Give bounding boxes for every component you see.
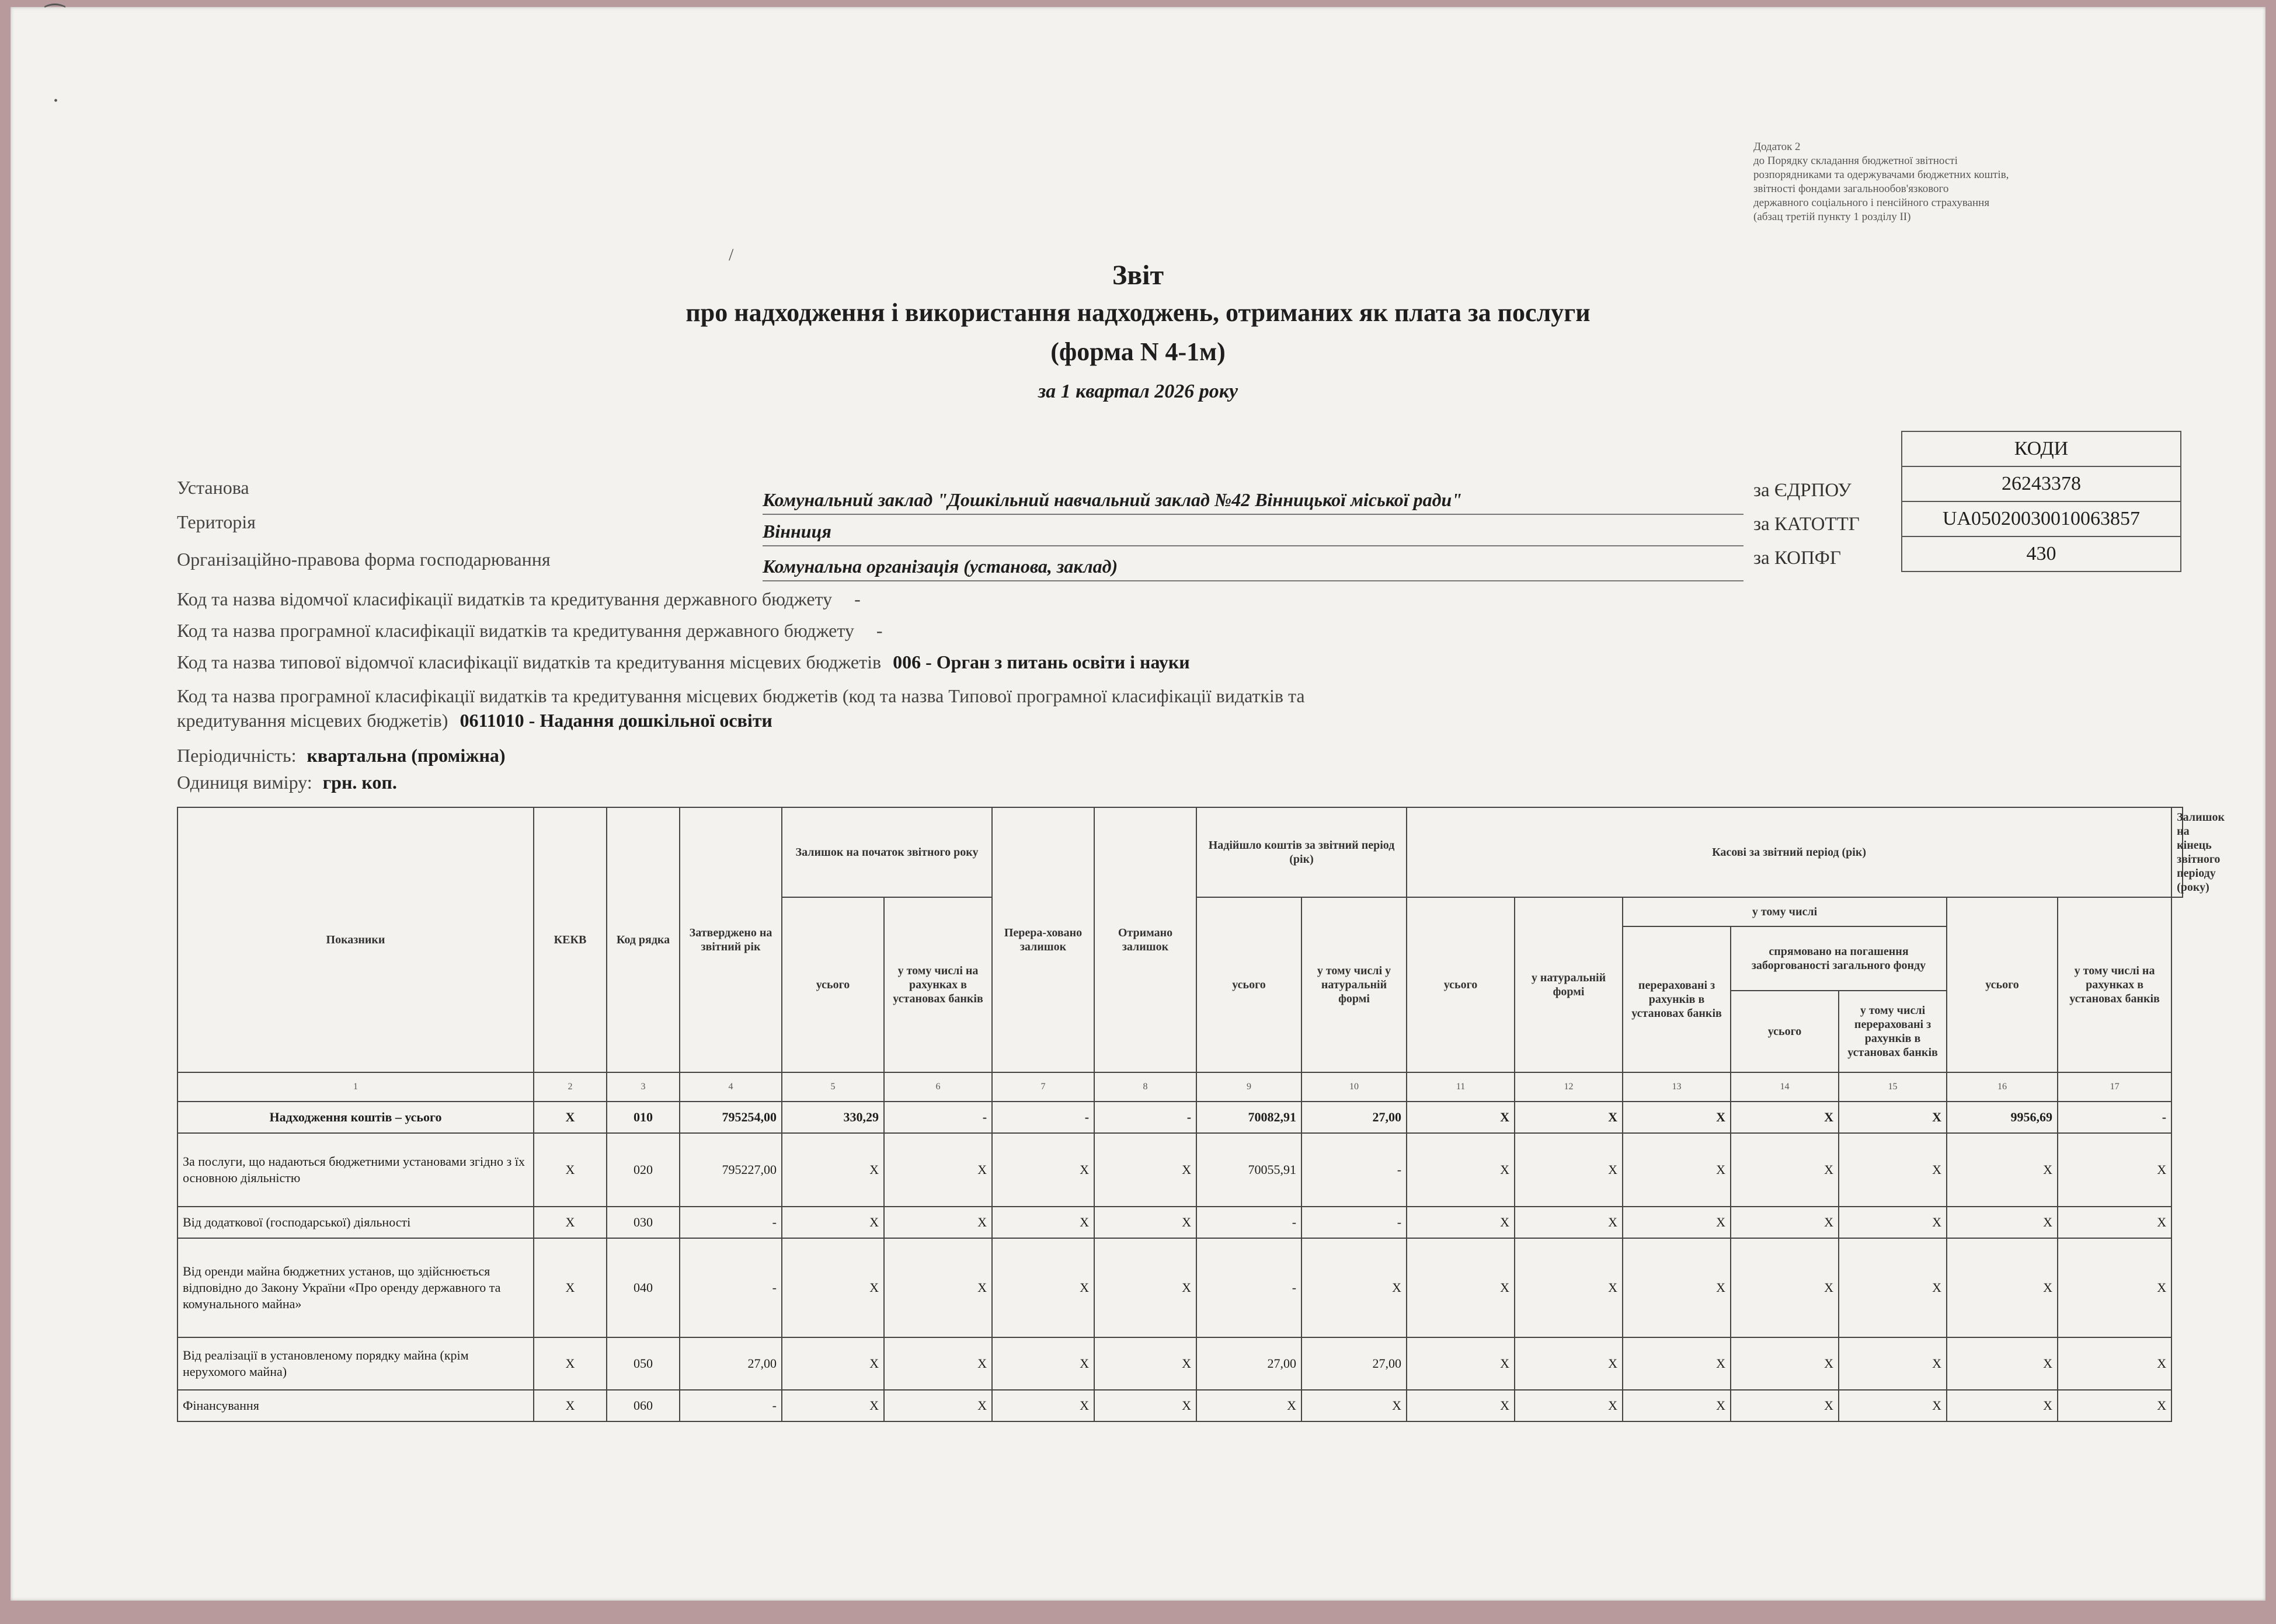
kopfg-code: 430 xyxy=(1902,536,2181,571)
unit-line xyxy=(177,772,397,793)
underline xyxy=(763,545,1743,546)
table-cell: X xyxy=(1301,1238,1407,1337)
katottg-code: UA05020030010063857 xyxy=(1902,501,2181,536)
col-cash-natural: у натуральній формі xyxy=(1515,897,1623,1072)
table-cell: X xyxy=(1731,1238,1839,1337)
table-row xyxy=(178,1133,2183,1207)
codes-title: КОДИ xyxy=(1902,431,2181,466)
table-cell: X xyxy=(1407,1238,1515,1337)
table-cell: X xyxy=(1623,1238,1731,1337)
table-cell: X xyxy=(1094,1207,1196,1238)
appendix-line: державного соціального і пенсійного страхування xyxy=(1753,197,1990,209)
table-row xyxy=(178,1390,2183,1421)
column-number: 10 xyxy=(1301,1072,1407,1102)
table-cell: X xyxy=(1947,1207,2058,1238)
table-cell: X xyxy=(1094,1238,1196,1337)
row-label: Від додаткової (господарської) діяльності xyxy=(178,1207,534,1238)
column-number: 3 xyxy=(607,1072,680,1102)
table-cell: X xyxy=(1731,1390,1839,1421)
col-received-total: усього xyxy=(1196,897,1301,1072)
document-sheet xyxy=(11,4,2265,1601)
appendix-line: розпорядниками та одержувачами бюджетних коштів, xyxy=(1753,169,2009,181)
table-cell: X xyxy=(1731,1133,1839,1207)
appendix-line: Додаток 2 xyxy=(1753,141,1801,153)
prog-local-line2 xyxy=(177,710,772,731)
column-number: 2 xyxy=(534,1072,607,1102)
table-cell: X xyxy=(2058,1133,2171,1207)
table-cell: X xyxy=(1407,1102,1515,1133)
table-cell: - xyxy=(1094,1102,1196,1133)
table-cell: - xyxy=(992,1102,1094,1133)
col-transferred-from-bank: перераховані з рахунків в установах банків xyxy=(1623,926,1731,1072)
report-subtitle: про надходження і використання надходжень, отриманих як плата за послуги xyxy=(685,298,1591,327)
column-number: 12 xyxy=(1515,1072,1623,1102)
col-balance-end: Залишок на кінець звітного періоду (року) xyxy=(2171,807,2183,897)
table-cell: - xyxy=(1196,1238,1301,1337)
org-form-value: Комунальна організація (установа, заклад) xyxy=(763,556,1118,577)
underline xyxy=(763,514,1743,515)
table-cell: X xyxy=(1731,1337,1839,1390)
col-received-balance: Отримано залишок xyxy=(1094,807,1196,1072)
prog-state-value: - xyxy=(876,620,883,641)
periodicity-line xyxy=(177,745,506,766)
table-cell: X xyxy=(534,1207,607,1238)
table-cell: 050 xyxy=(607,1337,680,1390)
table-cell: X xyxy=(1839,1102,1947,1133)
table-cell: X xyxy=(534,1133,607,1207)
table-cell: X xyxy=(884,1337,992,1390)
col-approved: Затверджено на звітний рік xyxy=(680,807,782,1072)
col-balance-start-bank: у тому числі на рахунках в установах банків xyxy=(884,897,992,1072)
col-cash-total: усього xyxy=(1407,897,1515,1072)
periodicity-value: квартальна (проміжна) xyxy=(307,745,506,766)
scan-tick: / xyxy=(729,245,734,264)
table-cell: - xyxy=(884,1102,992,1133)
table-cell: X xyxy=(884,1133,992,1207)
institution-value: Комунальний заклад "Дошкільний навчальний заклад №42 Вінницької міської ради" xyxy=(763,489,1463,510)
column-number-row xyxy=(178,1072,2183,1102)
column-number: 11 xyxy=(1407,1072,1515,1102)
typical-dept-value: 006 - Орган з питань освіти і науки xyxy=(893,651,1190,672)
column-number: 4 xyxy=(680,1072,782,1102)
table-cell: 010 xyxy=(607,1102,680,1133)
table-cell: X xyxy=(1839,1337,1947,1390)
column-number: 7 xyxy=(992,1072,1094,1102)
row-label: Від оренди майна бюджетних установ, що здійснюється відповідно до Закону України «Про оренду державного та комунального майна» xyxy=(178,1238,534,1337)
scan-mark: ⁀ xyxy=(46,4,65,30)
table-cell: X xyxy=(782,1207,884,1238)
table-cell: X xyxy=(2058,1390,2171,1421)
org-form-label: Організаційно-правова форма господарювання xyxy=(177,549,551,570)
table-cell: 030 xyxy=(607,1207,680,1238)
table-cell: X xyxy=(1407,1390,1515,1421)
table-cell: X xyxy=(1407,1133,1515,1207)
col-kekv: КЕКВ xyxy=(534,807,607,1072)
territory-value: Вінниця xyxy=(763,521,831,542)
col-cash-incl: у тому числі xyxy=(1623,897,1947,926)
institution-label: Установа xyxy=(177,477,249,498)
report-table xyxy=(177,807,2225,1422)
table-cell: X xyxy=(1407,1207,1515,1238)
table-cell: X xyxy=(884,1238,992,1337)
table-cell: X xyxy=(534,1390,607,1421)
table-row xyxy=(178,1337,2183,1390)
table-cell: X xyxy=(1839,1238,1947,1337)
table-cell: 020 xyxy=(607,1133,680,1207)
column-number: 15 xyxy=(1839,1072,1947,1102)
table-cell: X xyxy=(1839,1390,1947,1421)
col-indicators: Показники xyxy=(178,807,534,1072)
column-number: 13 xyxy=(1623,1072,1731,1102)
table-cell: 795227,00 xyxy=(680,1133,782,1207)
table-cell: X xyxy=(1731,1102,1839,1133)
table-cell: X xyxy=(1623,1390,1731,1421)
table-cell: 040 xyxy=(607,1238,680,1337)
table-cell: 70082,91 xyxy=(1196,1102,1301,1133)
column-number: 14 xyxy=(1731,1072,1839,1102)
table-cell: - xyxy=(680,1238,782,1337)
table-cell: X xyxy=(1515,1102,1623,1133)
table-cell: X xyxy=(782,1133,884,1207)
row-label: За послуги, що надаються бюджетними установами згідно з їх основною діяльністю xyxy=(178,1133,534,1207)
periodicity-label: Періодичність: xyxy=(177,745,297,766)
typical-dept-label: Код та назва типової відомчої класифікації видатків та кредитування місцевих бюджетів xyxy=(177,651,882,672)
table-cell: X xyxy=(1947,1133,2058,1207)
table-cell: X xyxy=(534,1238,607,1337)
table-cell: X xyxy=(1094,1133,1196,1207)
scan-speck: • xyxy=(54,95,58,107)
prog-state-label: Код та назва програмної класифікації видатків та кредитування державного бюджету xyxy=(177,620,854,641)
table-cell: X xyxy=(1947,1390,2058,1421)
appendix-line: звітності фондами загальнообов'язкового xyxy=(1753,183,1949,195)
report-title: Звіт xyxy=(1112,260,1164,291)
table-cell: X xyxy=(1515,1337,1623,1390)
col-received-natural: у тому числі у натуральній формі xyxy=(1301,897,1407,1072)
report-form: (форма N 4-1м) xyxy=(1050,337,1226,366)
table-row xyxy=(178,1102,2183,1133)
kopfg-label: за КОПФГ xyxy=(1753,548,1841,569)
col-debt-total: усього xyxy=(1731,991,1839,1072)
table-body xyxy=(178,1102,2183,1421)
col-balance-start: Залишок на початок звітного року xyxy=(782,807,992,897)
column-number: 1 xyxy=(178,1072,534,1102)
table-cell: X xyxy=(1731,1207,1839,1238)
table-cell: - xyxy=(1301,1207,1407,1238)
column-number: 16 xyxy=(1947,1072,2058,1102)
table-cell: X xyxy=(1515,1133,1623,1207)
table-cell: - xyxy=(1301,1133,1407,1207)
table-cell: X xyxy=(1947,1238,2058,1337)
table-cell: X xyxy=(1623,1337,1731,1390)
table-cell: 70055,91 xyxy=(1196,1133,1301,1207)
column-number: 8 xyxy=(1094,1072,1196,1102)
table-cell: 795254,00 xyxy=(680,1102,782,1133)
table-cell: X xyxy=(1196,1390,1301,1421)
col-cash-expenses: Касові за звітний період (рік) xyxy=(1407,807,2171,897)
katottg-label: за КАТОТТГ xyxy=(1753,514,1860,535)
table-cell: X xyxy=(2058,1207,2171,1238)
table-cell: X xyxy=(1839,1207,1947,1238)
row-label: Від реалізації в установленому порядку майна (крім нерухомого майна) xyxy=(178,1337,534,1390)
table-cell: X xyxy=(1515,1207,1623,1238)
table-row xyxy=(178,1207,2183,1238)
dept-state-label: Код та назва відомчої класифікації видатків та кредитування державного бюджету xyxy=(177,588,833,609)
table-cell: X xyxy=(884,1207,992,1238)
dept-state-value: - xyxy=(854,588,861,609)
table-row xyxy=(178,1238,2183,1337)
col-debt-transferred-bank: у тому числі перераховані з рахунків в установах банків xyxy=(1839,991,1947,1072)
row-label: Надходження коштів – усього xyxy=(178,1102,534,1133)
table-cell: X xyxy=(884,1390,992,1421)
col-balance-end-bank: у тому числі на рахунках в установах банків xyxy=(2058,897,2171,1072)
typical-dept-line xyxy=(177,651,1190,673)
table-cell: 27,00 xyxy=(1196,1337,1301,1390)
table-cell: 27,00 xyxy=(1301,1102,1407,1133)
table-cell: X xyxy=(1623,1207,1731,1238)
row-label: Фінансування xyxy=(178,1390,534,1421)
prog-local-label: кредитування місцевих бюджетів) xyxy=(177,710,448,731)
table-cell: X xyxy=(992,1238,1094,1337)
col-balance-start-total: усього xyxy=(782,897,884,1072)
dept-state-line xyxy=(177,588,861,610)
report-period: за 1 квартал 2026 року xyxy=(1038,381,1238,402)
table-cell: X xyxy=(992,1390,1094,1421)
table-cell: X xyxy=(1839,1133,1947,1207)
column-number: 17 xyxy=(2058,1072,2171,1102)
table-cell: X xyxy=(1515,1238,1623,1337)
prog-local-value: 0611010 - Надання дошкільної освіти xyxy=(460,710,772,731)
table-cell: X xyxy=(534,1102,607,1133)
table-cell: X xyxy=(992,1337,1094,1390)
table-cell: X xyxy=(534,1337,607,1390)
column-number: 5 xyxy=(782,1072,884,1102)
table-cell: 330,29 xyxy=(782,1102,884,1133)
appendix-note xyxy=(1753,140,2127,224)
edrpou-label: за ЄДРПОУ xyxy=(1753,480,1852,501)
table-cell: 27,00 xyxy=(1301,1337,1407,1390)
table-cell: X xyxy=(1094,1390,1196,1421)
col-row-code: Код рядка xyxy=(607,807,680,1072)
table-cell: X xyxy=(1094,1337,1196,1390)
col-balance-end-total: усього xyxy=(1947,897,2058,1072)
table-cell: X xyxy=(2058,1337,2171,1390)
table-cell: - xyxy=(2058,1102,2171,1133)
edrpou-code: 26243378 xyxy=(1902,466,2181,501)
table-cell: - xyxy=(1196,1207,1301,1238)
appendix-line: (абзац третій пункту 1 розділу II) xyxy=(1753,211,1911,223)
underline xyxy=(763,580,1743,581)
table-cell: X xyxy=(782,1390,884,1421)
table-cell: X xyxy=(2058,1238,2171,1337)
column-number: 6 xyxy=(884,1072,992,1102)
table-cell: - xyxy=(680,1390,782,1421)
table-cell: 27,00 xyxy=(680,1337,782,1390)
col-transferred-balance: Перера-ховано залишок xyxy=(992,807,1094,1072)
prog-state-line xyxy=(177,620,883,642)
prog-local-label-line1: Код та назва програмної класифікації видатків та кредитування місцевих бюджетів (код та назва Типової програмної класифікації видатків та xyxy=(177,685,1305,706)
table-cell: X xyxy=(1407,1337,1515,1390)
col-received-funds: Надійшло коштів за звітний період (рік) xyxy=(1196,807,1407,897)
table-cell: X xyxy=(992,1207,1094,1238)
table-cell: 060 xyxy=(607,1390,680,1421)
appendix-line: до Порядку складання бюджетної звітності xyxy=(1753,155,1958,167)
table-cell: X xyxy=(782,1337,884,1390)
unit-label: Одиниця виміру: xyxy=(177,772,312,793)
table-cell: X xyxy=(992,1133,1094,1207)
table-cell: X xyxy=(1947,1337,2058,1390)
table-cell: X xyxy=(1301,1390,1407,1421)
table-cell: X xyxy=(1623,1102,1731,1133)
table-cell: X xyxy=(1515,1390,1623,1421)
unit-value: грн. коп. xyxy=(322,772,397,793)
table-cell: 9956,69 xyxy=(1947,1102,2058,1133)
column-number: 9 xyxy=(1196,1072,1301,1102)
col-debt-repayment: спрямовано на погашення заборгованості загального фонду xyxy=(1731,926,1947,991)
table-cell: X xyxy=(1623,1133,1731,1207)
table-cell: X xyxy=(782,1238,884,1337)
codes-table xyxy=(1901,431,2181,572)
table-cell: - xyxy=(680,1207,782,1238)
territory-label: Територія xyxy=(177,511,256,532)
